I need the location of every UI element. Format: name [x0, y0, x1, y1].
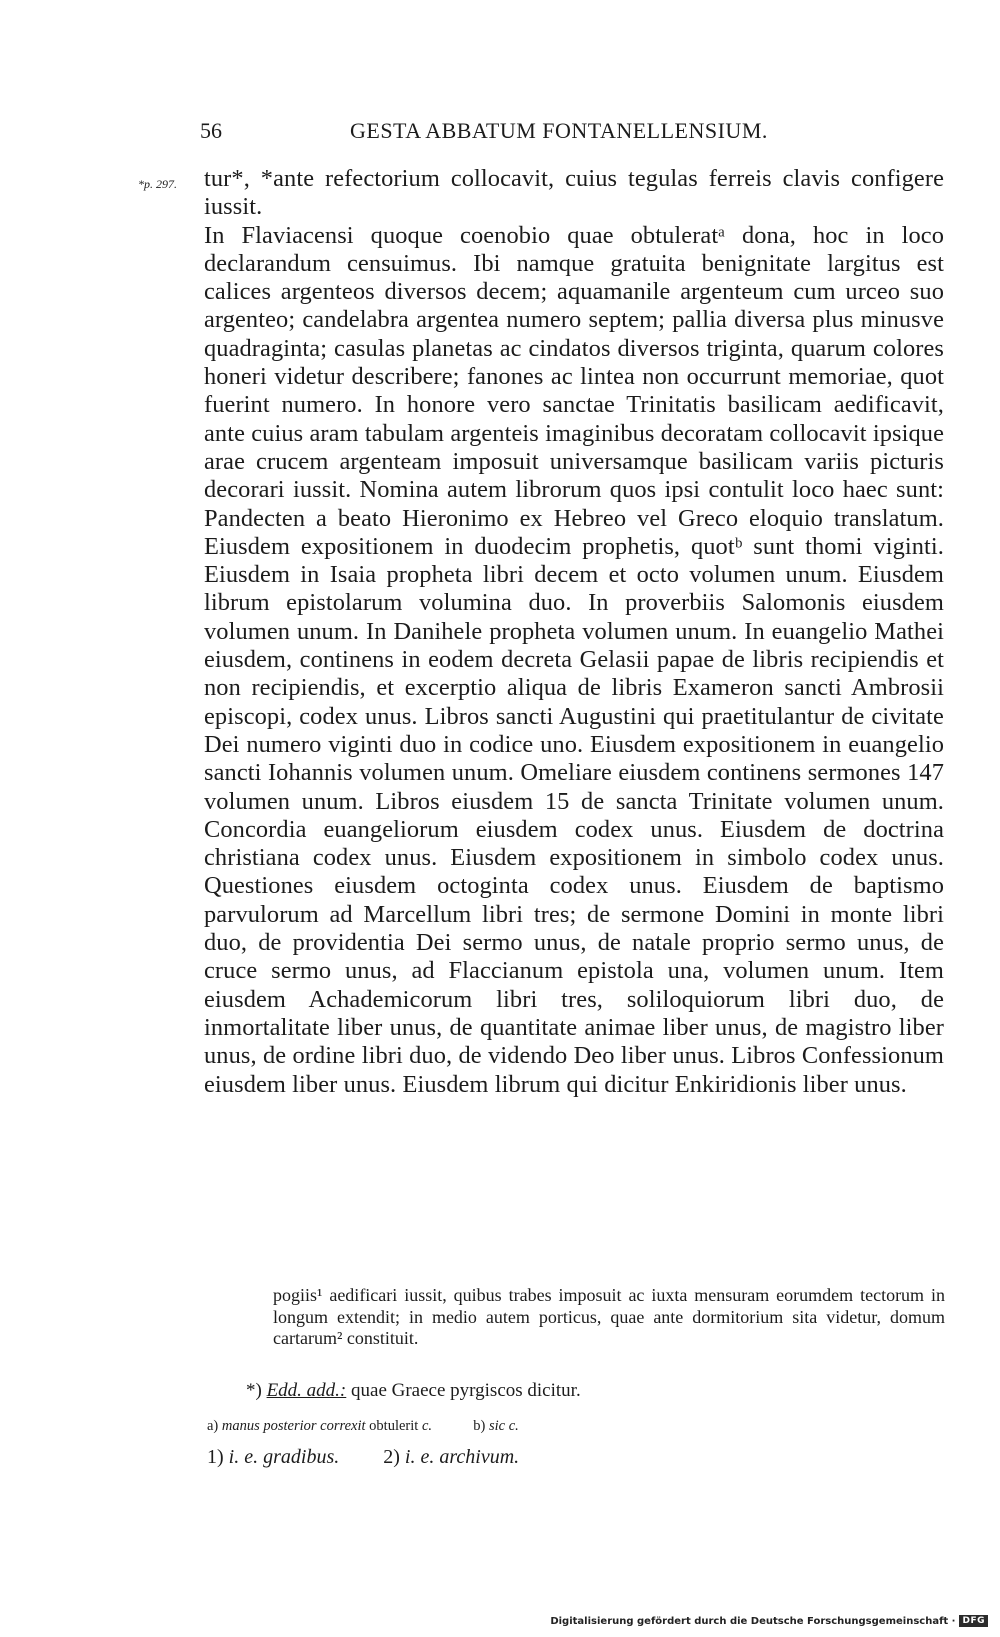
paragraph: tur*, *ante refectorium collocavit, cuius tegulas ferreis clavis configere iussit. — [204, 165, 944, 221]
star-note — [246, 1380, 581, 1402]
crit-b-label: b) — [473, 1418, 486, 1434]
footnote-2-text: i. e. archivum. — [404, 1446, 520, 1468]
paragraph: In Flaviacensi quoque coenobio quae obtuleratᵃ dona, hoc in loco declarandum censuimus. Ibi namque gratuita benignitate largitus est calices argenteos diversos decem; aquamanile argenteum cum urceo suo argenteo; candelabra argentea numero septem; pallia diversa plus minusve quadraginta; casulas planetas ac cindatos diversos triginta, quarum colores honeri videtur describere; fanones ac lintea non occurrunt memoriae, quot fuerint numero. In honore vero sanctae Trinitatis basilicam aedificavit, ante cuius aram tabulam argenteis imaginibus decoratam collocavit ipsique arae crucem argenteam imposuit universamque basilicam variis picturis decorari iussit. Nomina autem librorum quos ipsi contulit loco haec sunt: Pandecten a beato Hieronimo ex Hebreo vel Greco eloquio translatum. Eiusdem expositionem in duodecim prophetis, quotᵇ sunt thomi viginti. Eiusdem in Isaia propheta libri decem et octo volumen unum. Eiusdem librum epistolarum volumina duo. In proverbiis Salomonis eiusdem volumen unum. In Danihele propheta volumen unum. In euangelio Mathei eiusdem, continens in eodem decreta Gelasii papae de libris recipiendis et non recipiendis, et excerptio aliqua de libris Exameron sancti Ambrosii episcopi, codex unus. Libros sancti Augustini qui praetitulantur de civitate Dei numero viginti duo in codice uno. Eiusdem expositionem in euangelio sancti Iohannis volumen unum. Omeliare eiusdem continens sermones 147 volumen unum. Libros eiusdem 15 de sancta Trinitate volumen unum. Concordia euangeliorum eiusdem codex unus. Eiusdem de doctrina christiana codex unus. Eiusdem expositionem in simbolo codex unus. Questiones eiusdem octoginta codex unus. Eiusdem de baptismo parvulorum ad Marcellum libri tres; de sermone Domini in monte libri duo, de providentia Dei sermo unus, de natale proprio sermo unus, de cruce sermo unus, ad Flaccianum epistola una, volumen unum. Item eiusdem Achademicorum libri tres, soliloquiorum libri duo, de inmortalitate liber unus, de quantitate animae liber unus, de magistro liber unus, de ordine libri duo, de videndo Deo liber unus. Libros Confessionum eiusdem liber unus. Eiusdem librum qui dicitur Enkiridionis liber unus. — [204, 221, 944, 1098]
dfg-logo-icon: DFG — [959, 1615, 988, 1627]
margin-page-reference: *p. 297. — [138, 177, 177, 191]
running-title: GESTA ABBATUM FONTANELLENSIUM. — [350, 118, 768, 143]
crit-a-label: a) — [207, 1418, 219, 1434]
star-note-marker: *) — [246, 1380, 262, 1401]
crit-a-siglum: c. — [421, 1418, 432, 1434]
digitization-credit — [550, 1615, 988, 1627]
star-note-editor: Edd. add.: — [266, 1380, 347, 1401]
crit-b-italic: sic c. — [488, 1418, 519, 1434]
footnote-2-label: 2) — [383, 1446, 400, 1468]
footnote-1-text: i. e. gradibus. — [228, 1446, 340, 1468]
star-note-text: quae Graece pyrgiscos dicitur. — [351, 1380, 581, 1401]
digitization-credit-text: Digitalisierung gefördert durch die Deutsche Forschungsgemeinschaft · — [550, 1615, 956, 1627]
footnotes — [207, 1446, 519, 1469]
continued-footnote — [273, 1285, 945, 1350]
main-text — [204, 165, 944, 1099]
footnote-1-label: 1) — [207, 1446, 224, 1468]
page-header — [200, 118, 950, 148]
critical-apparatus — [207, 1418, 519, 1435]
continued-footnote-text: pogiis¹ aedificari iussit, quibus trabes imposuit ac iuxta mensuram eorumdem tectorum in longum extendit; in medio autem porticus, quae ante dormitorium sita videtur, domum cartarum² constituit. — [273, 1285, 945, 1348]
crit-a-text: obtulerit — [369, 1418, 419, 1434]
crit-a-italic: manus posterior correxit — [221, 1418, 366, 1434]
page-number: 56 — [200, 118, 222, 143]
